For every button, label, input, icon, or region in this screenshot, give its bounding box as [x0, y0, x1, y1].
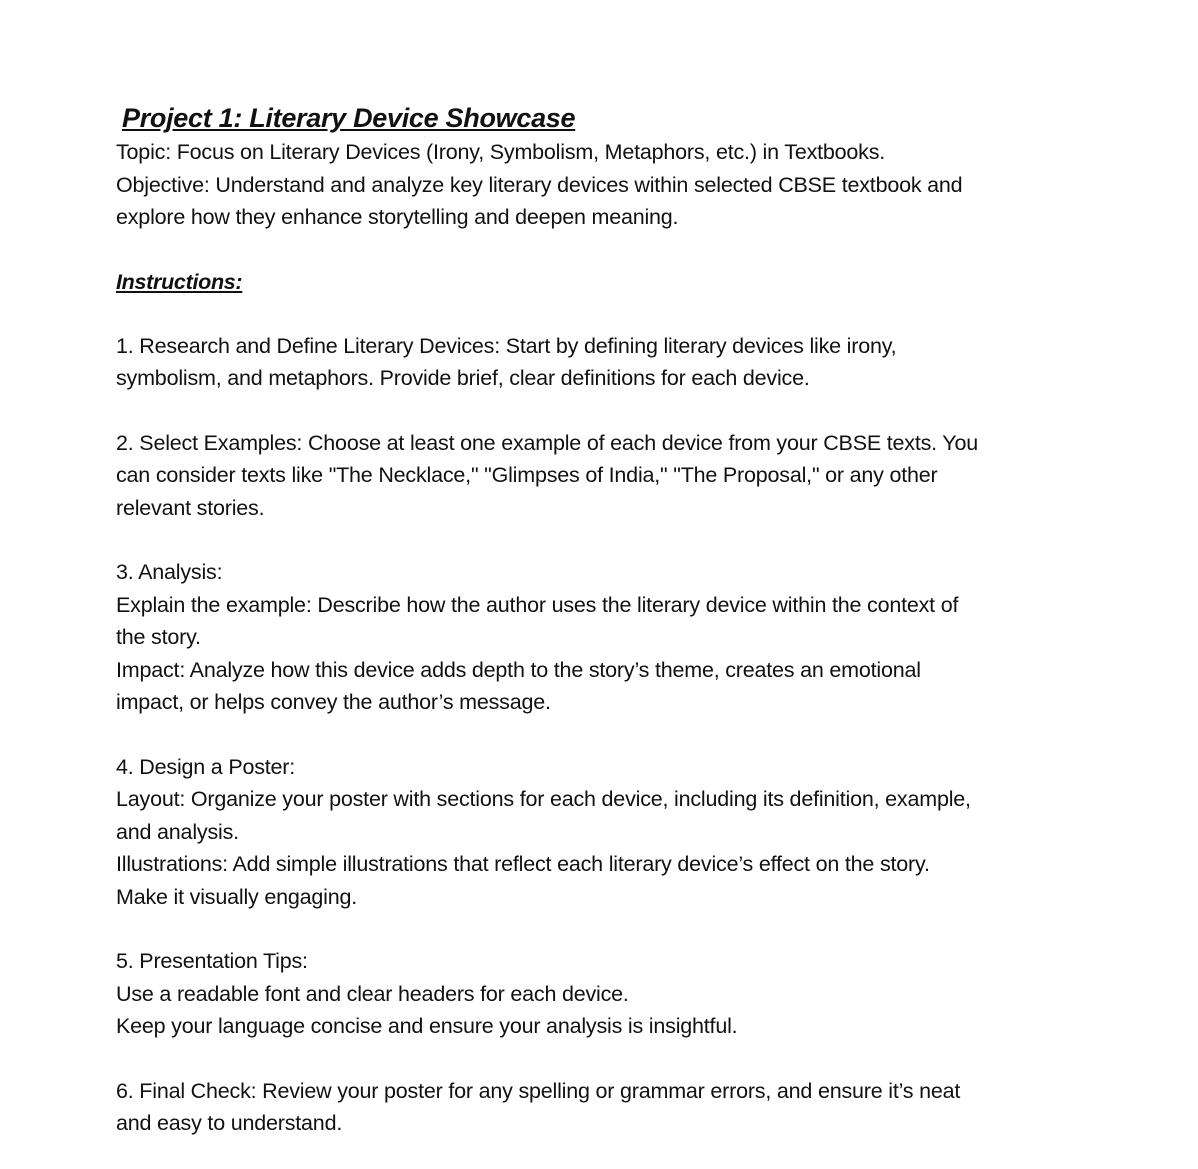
instruction-step-1: [116, 330, 1156, 395]
instruction-line: Layout: Organize your poster with sections for each device, including its definition, example,: [116, 787, 971, 811]
instruction-line: 2. Select Examples: Choose at least one example of each device from your CBSE texts. You: [116, 430, 978, 455]
instruction-line: Make it visually engaging.: [116, 884, 357, 909]
instruction-step-6: [116, 1075, 1156, 1140]
instruction-line: 6. Final Check: Review your poster for any spelling or grammar errors, and ensure it’s neat: [116, 1078, 961, 1103]
instruction-step-2: [116, 427, 1156, 525]
instruction-line: the story.: [116, 625, 201, 649]
instruction-line: 3. Analysis:: [116, 560, 223, 584]
objective-line: Objective: Understand and analyze key literary devices within selected CBSE textbook and: [116, 172, 963, 197]
instruction-line: Impact: Analyze how this device adds depth to the story’s theme, creates an emotional: [116, 657, 921, 682]
instruction-line: 5. Presentation Tips:: [116, 949, 308, 973]
instruction-line: and analysis.: [116, 819, 239, 844]
instruction-step-3: [116, 556, 1156, 719]
instruction-line: 4. Design a Poster:: [116, 754, 296, 779]
objective-line-cont: explore how they enhance storytelling and deepen meaning.: [116, 205, 679, 229]
instructions-heading: Instructions:: [116, 269, 243, 294]
instruction-line: and easy to understand.: [116, 1111, 343, 1135]
instruction-line: Illustrations: Add simple illustrations that reflect each literary device’s effect on the story.: [116, 852, 930, 876]
instruction-line: Use a readable font and clear headers for each device.: [116, 981, 629, 1006]
instruction-step-4: [116, 751, 1156, 914]
instruction-line: 1. Research and Define Literary Devices: Start by defining literary devices like irony,: [116, 333, 897, 358]
document-page: [116, 100, 1156, 1140]
instruction-line: Keep your language concise and ensure your analysis is insightful.: [116, 1014, 738, 1038]
instruction-line: can consider texts like "The Necklace," "Glimpses of India," "The Proposal," or any other: [116, 463, 938, 487]
instruction-line: impact, or helps convey the author’s message.: [116, 690, 551, 714]
instruction-step-5: [116, 945, 1156, 1043]
intro-block: [116, 136, 1156, 234]
project-title: Project 1: Literary Device Showcase: [122, 103, 576, 133]
instruction-line: relevant stories.: [116, 495, 265, 520]
instruction-line: symbolism, and metaphors. Provide brief, clear definitions for each device.: [116, 366, 810, 390]
instruction-line: Explain the example: Describe how the author uses the literary device within the context of: [116, 592, 959, 617]
topic-line: Topic: Focus on Literary Devices (Irony, Symbolism, Metaphors, etc.) in Textbooks.: [116, 140, 886, 164]
